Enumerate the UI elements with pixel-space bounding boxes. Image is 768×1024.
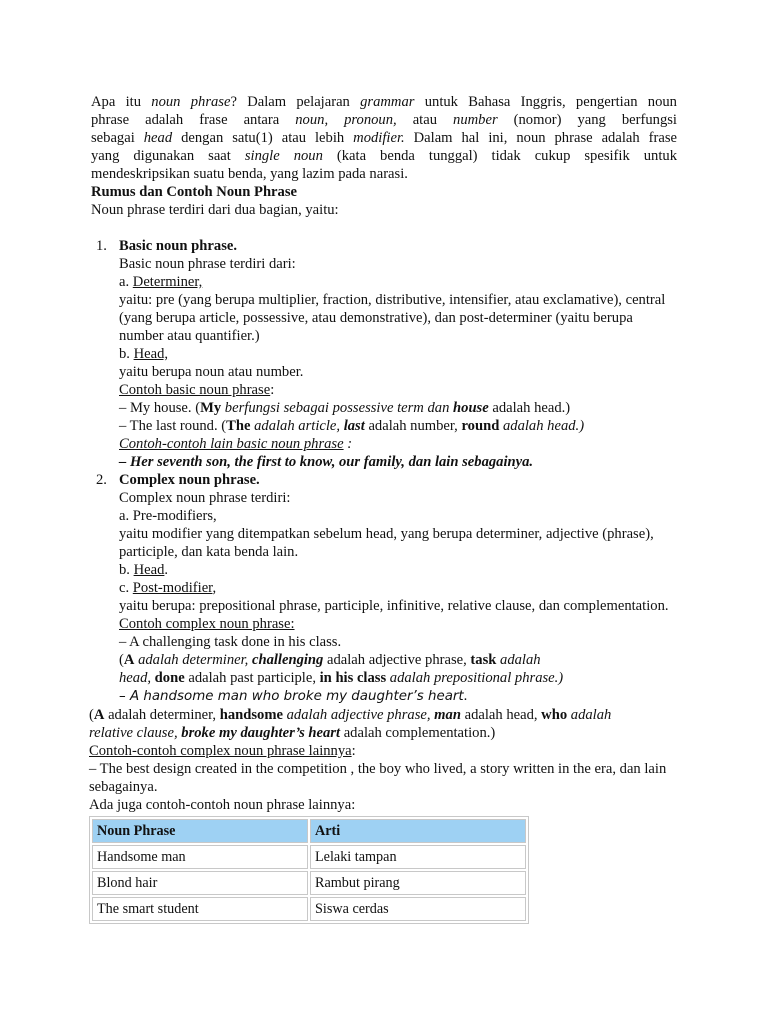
basic-intro: Basic noun phrase terdiri dari: bbox=[119, 256, 296, 272]
list-item-complex bbox=[91, 471, 677, 706]
list-item-basic bbox=[91, 237, 677, 471]
complex-example-2-explain-b: relative clause, broke my daughter’s heart adalah complementation.) bbox=[89, 725, 496, 741]
complex-a-label: a. Pre-modifiers, bbox=[119, 508, 217, 524]
table-cell: Handsome man bbox=[92, 845, 308, 869]
table-cell: Lelaki tampan bbox=[310, 845, 526, 869]
table-cell: Siswa cerdas bbox=[310, 897, 526, 921]
complex-example-label: Contoh complex noun phrase: bbox=[119, 616, 295, 632]
section-title: Rumus dan Contoh Noun Phrase bbox=[91, 184, 297, 200]
intro-line-5: mendeskripsikan suatu benda, yang lazim pada narasi. bbox=[91, 166, 408, 182]
table-row bbox=[92, 897, 526, 921]
table-header-row bbox=[92, 819, 526, 843]
basic-b-label: b. Head, bbox=[119, 346, 169, 362]
complex-others-text: – The best design created in the competition , the boy who lived, a story written in the era, dan lain sebagainya. bbox=[89, 761, 667, 795]
intro-line-2: phrase adalah frase antara noun, pronoun, atau number (nomor) yang berfungsi bbox=[91, 112, 677, 128]
basic-others-text: – Her seventh son, the first to know, our family, dan lain sebagainya. bbox=[119, 454, 534, 470]
document-page bbox=[91, 93, 677, 924]
table-cell: Blond hair bbox=[92, 871, 308, 895]
basic-a-desc: yaitu: pre (yang berupa multiplier, fraction, distributive, intensifier, atau exclamative), central (yang berupa article, possessive, atau demonstrative), dan post-determiner (yaitu berupa number atau quantifier.) bbox=[119, 292, 666, 344]
complex-example-1-explain-a: (A adalah determiner, challenging adalah adjective phrase, task adalah bbox=[119, 652, 541, 668]
complex-example-2-explain-a: (A adalah determiner, handsome adalah adjective phrase, man adalah head, who adalah bbox=[89, 707, 612, 723]
complex-others-label: Contoh-contoh complex noun phrase lainnya: bbox=[89, 743, 356, 759]
complex-intro: Complex noun phrase terdiri: bbox=[119, 490, 291, 506]
table-cell: The smart student bbox=[92, 897, 308, 921]
complex-b-label: b. Head. bbox=[119, 562, 169, 578]
spacer bbox=[91, 219, 677, 237]
complex-a-desc: yaitu modifier yang ditempatkan sebelum head, yang berupa determiner, adjective (phrase), participle, dan kata benda lain. bbox=[119, 526, 654, 560]
complex-example-1-explain-b: head, done adalah past participle, in his class adalah prepositional phrase.) bbox=[119, 670, 564, 686]
noun-phrase-table bbox=[89, 816, 529, 924]
table-intro: Ada juga contoh-contoh noun phrase lainnya: bbox=[89, 797, 356, 813]
complex-example-2: – A handsome man who broke my daughter’s heart. bbox=[119, 688, 468, 704]
list-number: 1. bbox=[96, 238, 107, 254]
complex-c-desc: yaitu berupa: prepositional phrase, participle, infinitive, relative clause, dan complementation. bbox=[119, 598, 669, 614]
intro-line-3: sebagai head dengan satu(1) atau lebih modifier. Dalam hal ini, noun phrase adalah frase bbox=[91, 130, 677, 146]
section-intro: Noun phrase terdiri dari dua bagian, yaitu: bbox=[91, 202, 339, 218]
complex-example-2-explain bbox=[89, 706, 677, 924]
basic-b-desc: yaitu berupa noun atau number. bbox=[119, 364, 304, 380]
basic-example-1: – My house. (My berfungsi sebagai possessive term dan house adalah head.) bbox=[119, 400, 571, 416]
table-row bbox=[92, 871, 526, 895]
table-cell: Rambut pirang bbox=[310, 871, 526, 895]
basic-example-2: – The last round. (The adalah article, last adalah number, round adalah head.) bbox=[119, 418, 585, 434]
intro-line-4: yang digunakan saat single noun (kata benda tunggal) tidak cukup spesifik untuk bbox=[91, 148, 677, 164]
intro-line-1: Apa itu noun phrase? Dalam pelajaran grammar untuk Bahasa Inggris, pengertian noun bbox=[91, 94, 677, 110]
list-number: 2. bbox=[96, 472, 107, 488]
basic-a-label: a. Determiner, bbox=[119, 274, 203, 290]
basic-example-label: Contoh basic noun phrase: bbox=[119, 382, 275, 398]
table-row bbox=[92, 845, 526, 869]
basic-others-label: Contoh-contoh lain basic noun phrase : bbox=[119, 436, 353, 452]
complex-c-label: c. Post-modifier, bbox=[119, 580, 217, 596]
basic-title: Basic noun phrase. bbox=[119, 238, 237, 254]
table-header-cell: Arti bbox=[310, 819, 526, 843]
table-header-cell: Noun Phrase bbox=[92, 819, 308, 843]
complex-example-1: – A challenging task done in his class. bbox=[119, 634, 342, 650]
complex-title: Complex noun phrase. bbox=[119, 472, 260, 488]
